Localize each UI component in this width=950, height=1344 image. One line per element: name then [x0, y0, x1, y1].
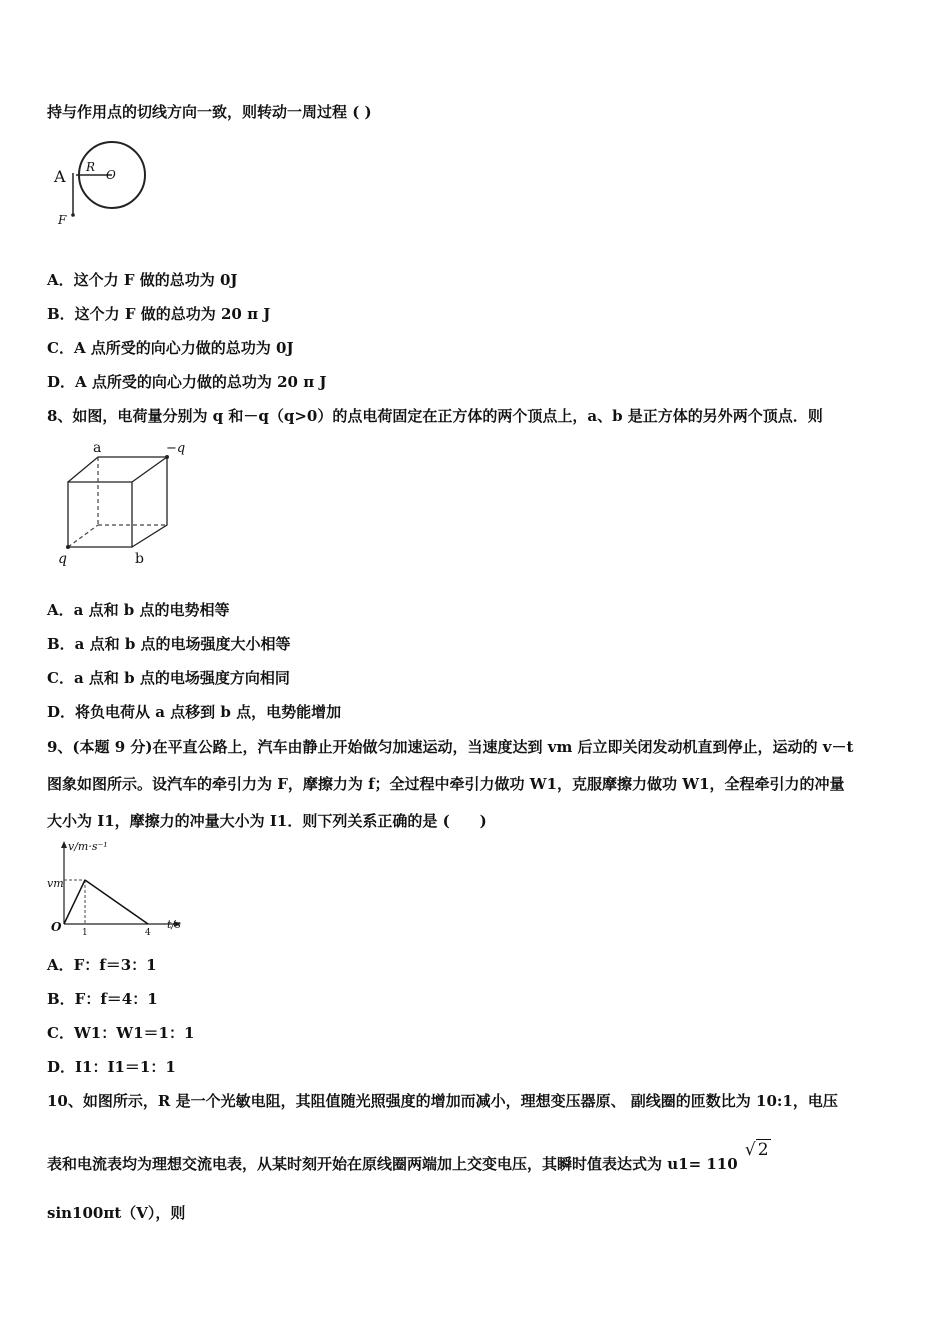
q7-intro: 持与作用点的切线方向一致，则转动一周过程 ( ) — [47, 103, 372, 121]
label-q: q — [58, 551, 67, 567]
q7-option-b: B．这个力 F 做的总功为 20 π J — [47, 305, 271, 323]
y-axis-label: v/m·s⁻¹ — [68, 840, 108, 853]
q8-option-b: B．a 点和 b 点的电场强度大小相等 — [47, 635, 291, 653]
q8-option-d: D．将负电荷从 a 点移到 b 点，电势能增加 — [47, 703, 342, 721]
q7-option-c: C．A 点所受的向心力做的总功为 0J — [47, 339, 294, 357]
q9-stem-line1: 9、(本题 9 分)在平直公路上，汽车由静止开始做匀加速运动，当速度达到 vm 后立即关闭发动机直到停止，运动的 v－t — [47, 738, 854, 756]
vm-label: vm — [47, 877, 64, 890]
label-neg-q: −q — [166, 441, 186, 456]
label-f: F — [58, 213, 67, 227]
q10-stem-text: 表和电流表均为理想交流电表，从某时刻开始在原线圈两端加上交变电压，其瞬时值表达式为 u1= 110 — [47, 1155, 738, 1173]
x-axis-label: t/s — [167, 918, 181, 931]
q9-vt-chart — [46, 838, 191, 936]
q9-stem-line2: 图象如图所示。设汽车的牵引力为 F，摩擦力为 f；全过程中牵引力做功 W1，克服摩擦力做功 W1，全程牵引力的冲量 — [47, 775, 845, 793]
label-r: R — [86, 160, 96, 174]
q10-stem-line2 — [47, 1140, 771, 1174]
q9-option-b: B．F：f＝4：1 — [47, 990, 158, 1008]
series-segment-accelerate — [64, 880, 85, 924]
x-tick-1: 1 — [82, 928, 88, 936]
sqrt-value: 2 — [757, 1140, 769, 1160]
q9-option-d: D．I1：I1＝1：1 — [47, 1058, 176, 1076]
q8-option-a: A．a 点和 b 点的电势相等 — [47, 601, 230, 619]
label-a: a — [93, 440, 102, 456]
sqrt-radical-icon: √ — [744, 1140, 756, 1160]
q9-stem-line3: 大小为 I1，摩擦力的冲量大小为 I1．则下列关系正确的是 ( ) — [47, 812, 487, 830]
q8-cube-figure — [52, 440, 202, 572]
q9-option-a: A．F：f＝3：1 — [47, 956, 157, 974]
label-a: A — [54, 167, 66, 186]
label-o: O — [106, 168, 116, 182]
q9-option-c: C．W1：W1＝1：1 — [47, 1024, 195, 1042]
q7-figure — [48, 135, 158, 230]
label-b: b — [135, 551, 144, 567]
sqrt-expression — [745, 1140, 771, 1160]
origin-label: O — [51, 920, 62, 934]
series-segment-decelerate — [85, 880, 148, 924]
q7-option-a: A．这个力 F 做的总功为 0J — [47, 271, 238, 289]
x-tick-4: 4 — [145, 928, 151, 936]
q10-stem-line1: 10、如图所示，R 是一个光敏电阻，其阻值随光照强度的增加而减小，理想变压器原、 副线圈的匝数比为 10:1，电压 — [47, 1092, 838, 1110]
q10-stem-line3: sin100πt（V），则 — [47, 1204, 186, 1222]
q7-option-d: D．A 点所受的向心力做的总功为 20 π J — [47, 373, 327, 391]
q8-stem: 8、如图，电荷量分别为 q 和－q（q>0）的点电荷固定在正方体的两个顶点上，a、b 是正方体的另外两个顶点．则 — [47, 407, 823, 425]
q8-option-c: C．a 点和 b 点的电场强度方向相同 — [47, 669, 290, 687]
